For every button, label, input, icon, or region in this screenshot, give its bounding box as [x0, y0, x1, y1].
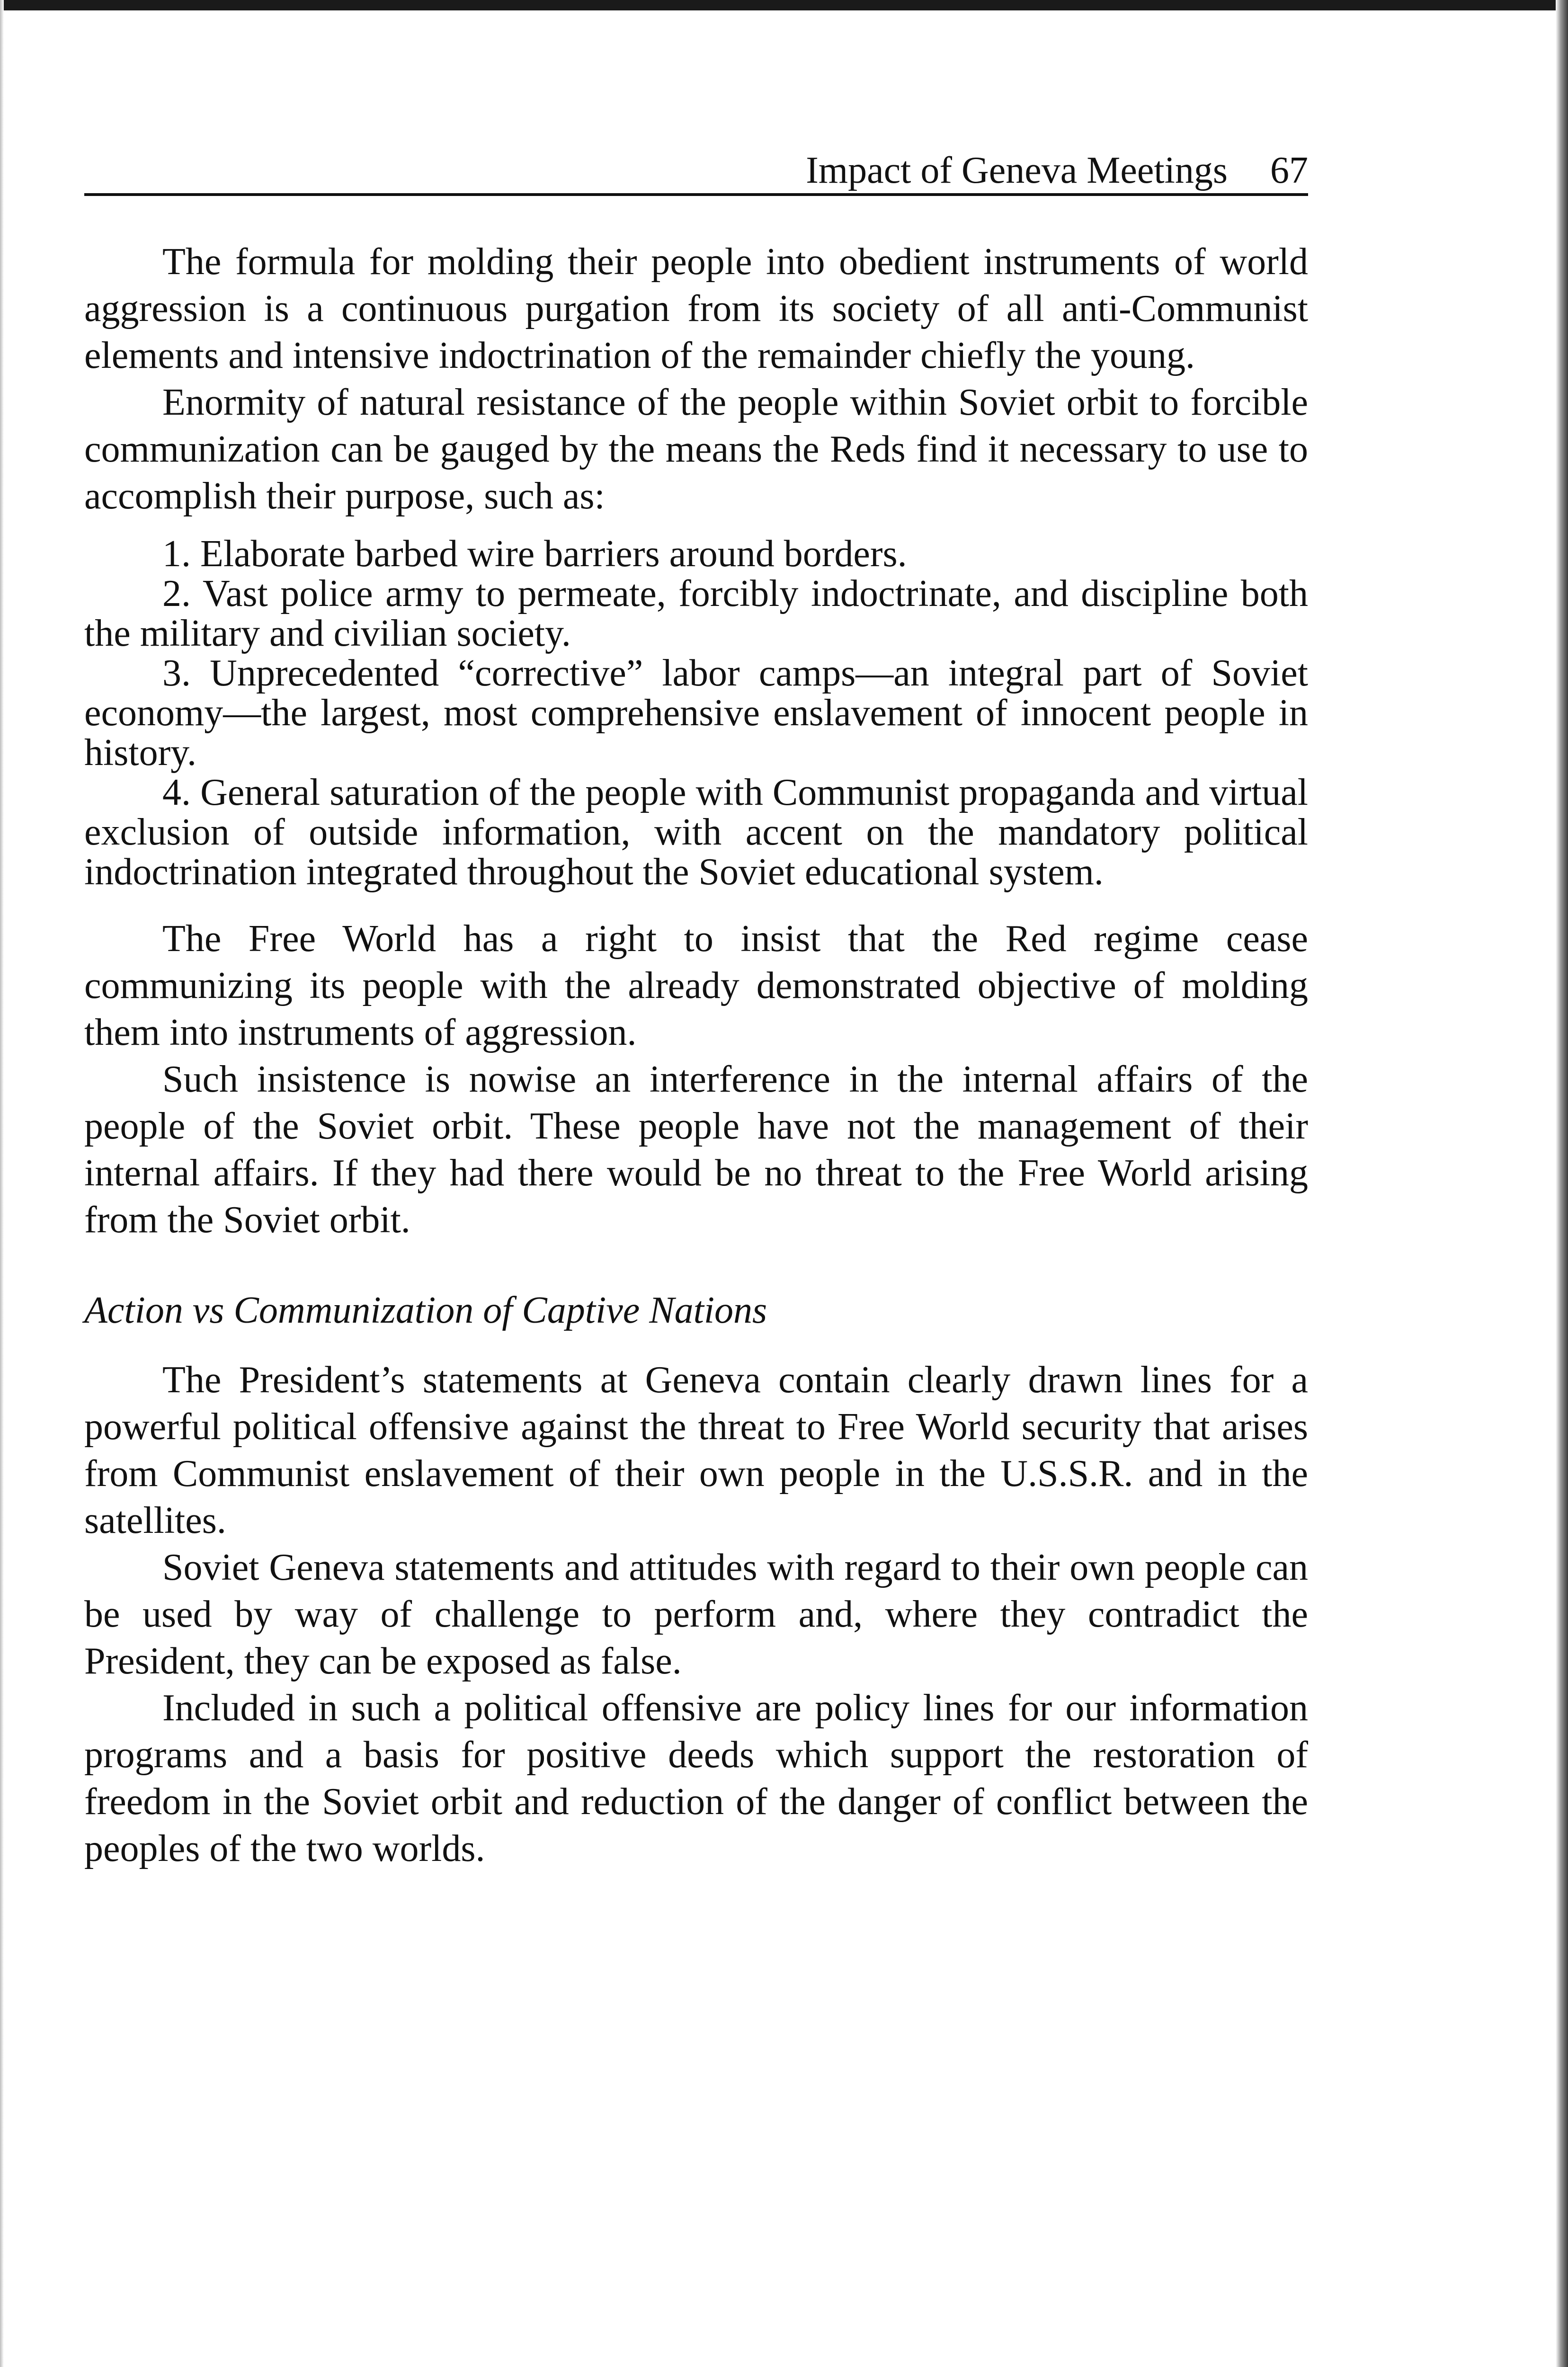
- page-number: 67: [1270, 150, 1308, 191]
- list-item: 3. Unprecedented “corrective” labor camps—an integral part of Soviet economy—the largest, most comprehensive enslavement of innocent people in history.: [84, 652, 1308, 774]
- running-title: Impact of Geneva Meetings: [806, 150, 1228, 191]
- paragraph: Such insistence is nowise an interference in the internal affairs of the people of the Soviet orbit. These people have not the management of their internal affairs. If they had there would be no threat to the Free World arising from the Soviet orbit.: [84, 1059, 1308, 1241]
- section-heading: Action vs Communization of Captive Nations: [84, 1290, 767, 1331]
- list-item: 1. Elaborate barbed wire barriers around borders.: [162, 533, 907, 575]
- running-header: [84, 142, 1308, 196]
- paragraph: Enormity of natural resistance of the people within Soviet orbit to forcible communization can be gauged by the means the Reds find it necessary to use to accomplish their purpose, such as:: [84, 382, 1308, 517]
- book-page: [84, 142, 1308, 1872]
- paragraph: Soviet Geneva statements and attitudes with regard to their own people can be used by way of challenge to perform and, where they contradict the President, they can be exposed as false.: [84, 1547, 1308, 1682]
- scan-edge-right: [1556, 0, 1568, 2367]
- list-item: 2. Vast police army to permeate, forcibly indoctrinate, and discipline both the military and civilian society.: [84, 573, 1308, 654]
- numbered-list: [84, 534, 1308, 892]
- page-body: [84, 239, 1308, 1872]
- paragraph: The President’s statements at Geneva contain clearly drawn lines for a powerful political offensive against the threat to Free World security that arises from Communist enslavement of their own people in the U.S.S.R. and in the satellites.: [84, 1359, 1308, 1541]
- paragraph: The formula for molding their people into obedient instruments of world aggression is a continuous purgation from its society of all anti-Communist elements and intensive indoctrination of the remainder chiefly the young.: [84, 241, 1308, 376]
- scan-edge-left: [0, 0, 4, 2367]
- paragraph: The Free World has a right to insist that the Red regime cease communizing its people with the already demonstrated objective of molding them into instruments of aggression.: [84, 918, 1308, 1053]
- paragraph: Included in such a political offensive are policy lines for our information programs and a basis for positive deeds which support the restoration of freedom in the Soviet orbit and reduction of the danger of conflict between the peoples of the two worlds.: [84, 1687, 1308, 1869]
- list-item: 4. General saturation of the people with Communist propaganda and virtual exclusion of outside information, with accent on the mandatory political indoctrination integrated throughout the Soviet educational system.: [84, 772, 1308, 893]
- scan-edge-top: [0, 0, 1568, 10]
